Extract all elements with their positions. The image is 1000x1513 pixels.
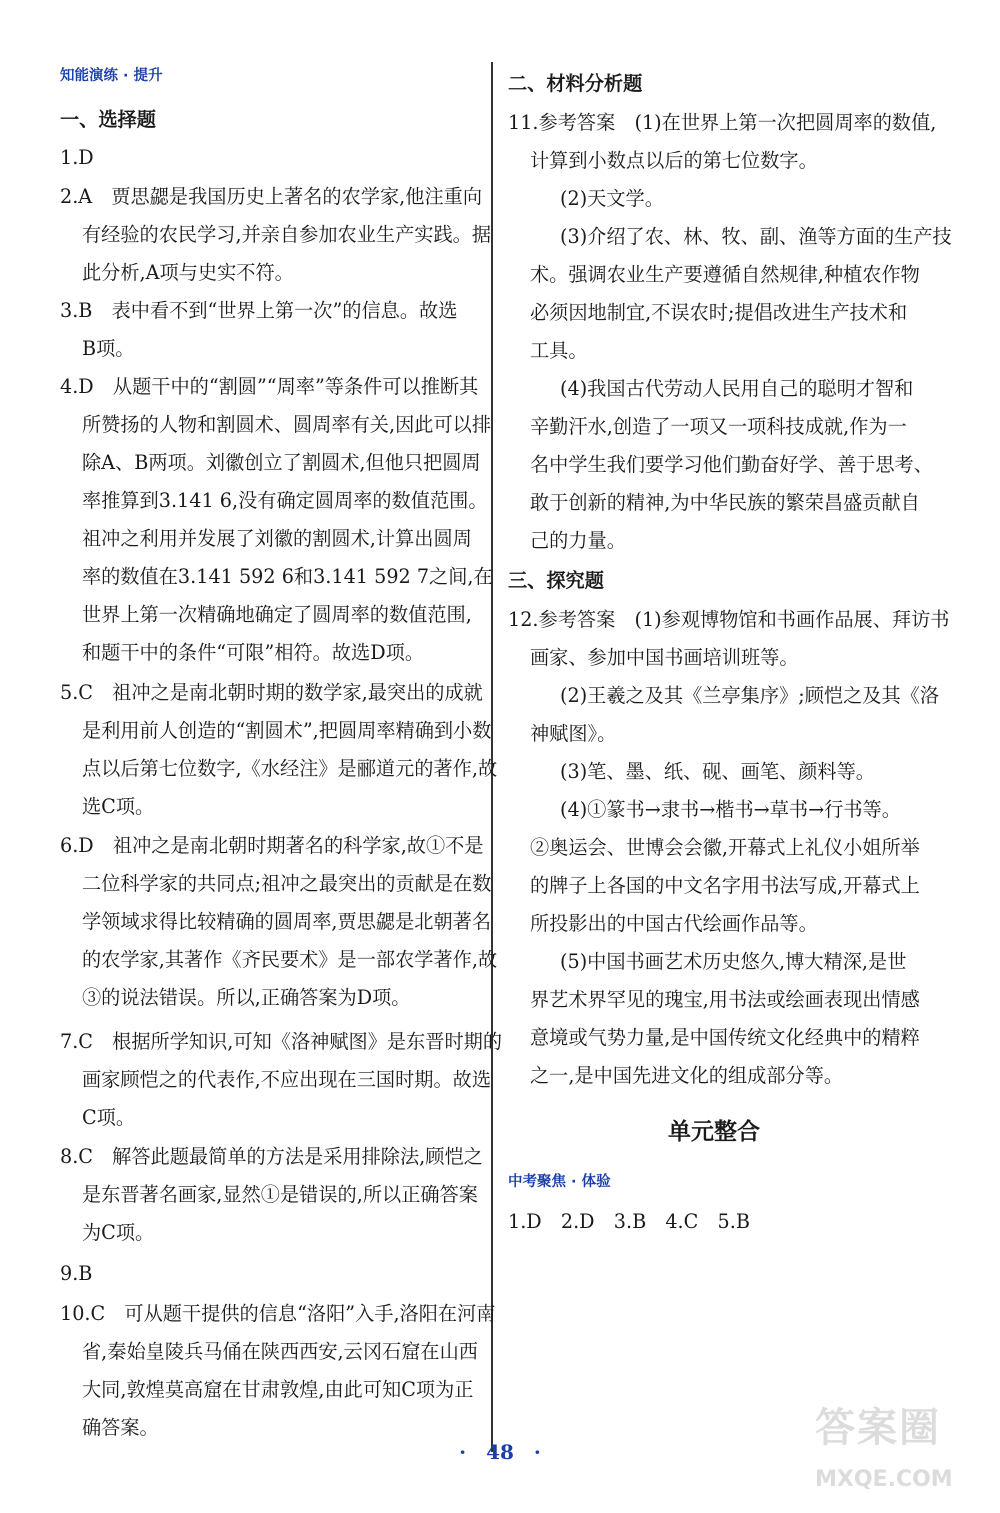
answer-11-line-1: 11.参考答案 (1)在世界上第一次把圆周率的数值, (508, 111, 937, 134)
heading-material-analysis: 二、材料分析题 (508, 72, 643, 95)
answer-7-line-1: 7.C 根据所学知识,可知《洛神赋图》是东晋时期的 (60, 1030, 503, 1053)
answer-11-line-5: 术。强调农业生产要遵循自然规律,种植农作物 (530, 263, 920, 286)
answer-4-line-4: 率推算到3.141 6,没有确定圆周率的数值范围。 (82, 489, 488, 512)
answer-5-line-2: 是利用前人创造的“割圆术”,把圆周率精确到小数 (82, 719, 492, 742)
answer-8-line-2: 是东晋著名画家,显然①是错误的,所以正确答案 (82, 1183, 478, 1206)
answer-6-line-3: 学领域求得比较精确的圆周率,贾思勰是北朝著名 (82, 910, 492, 933)
answer-11-line-3: (2)天文学。 (560, 187, 664, 210)
watermark-text: 答案圈 (815, 1405, 941, 1451)
section-title-practice: 知能演练 · 提升 (60, 68, 163, 84)
answer-12-line-6: (4)①篆书→隶书→楷书→草书→行书等。 (560, 798, 901, 821)
answer-4-line-6: 率的数值在3.141 592 6和3.141 592 7之间,在 (82, 565, 493, 588)
answer-11-line-7: 工具。 (530, 339, 588, 362)
page-number: · 48 · (459, 1440, 541, 1464)
answer-4-line-5: 祖冲之利用并发展了刘徽的割圆术,计算出圆周 (82, 527, 472, 550)
answer-1: 1.D (60, 146, 94, 169)
answer-12-line-13: 之一,是中国先进文化的组成部分等。 (530, 1064, 844, 1087)
answer-3-line-1: 3.B 表中看不到“世界上第一次”的信息。故选 (60, 299, 458, 322)
answer-7-line-2: 画家顾恺之的代表作,不应出现在三国时期。故选 (82, 1068, 492, 1091)
answer-3-line-2: B项。 (82, 337, 135, 360)
answer-11-line-2: 计算到小数点以后的第七位数字。 (530, 149, 818, 172)
answer-12-line-2: 画家、参加中国书画培训班等。 (530, 646, 799, 669)
answer-2-line-1: 2.A 贾思勰是我国历史上著名的农学家,他注重向 (60, 185, 483, 208)
section-title-exam: 中考聚焦 · 体验 (508, 1174, 611, 1190)
answer-12-line-5: (3)笔、墨、纸、砚、画笔、颜料等。 (560, 760, 875, 783)
answer-12-line-11: 界艺术界罕见的瑰宝,用书法或绘画表现出情感 (530, 988, 920, 1011)
answer-5-line-4: 选C项。 (82, 795, 155, 818)
answer-6-line-2: 二位科学家的共同点;祖冲之最突出的贡献是在数 (82, 872, 492, 895)
answer-11-line-6: 必须因地制宜,不误农时;提倡改进生产技术和 (530, 301, 908, 324)
answer-12-line-12: 意境或气势力量,是中国传统文化经典中的精粹 (530, 1026, 920, 1049)
answer-11-line-12: 己的力量。 (530, 529, 626, 552)
answer-5-line-1: 5.C 祖冲之是南北朝时期的数学家,最突出的成就 (60, 681, 483, 704)
answer-12-line-4: 神赋图》。 (530, 722, 617, 745)
answer-12-line-9: 所投影出的中国古代绘画作品等。 (530, 912, 818, 935)
heading-multiple-choice: 一、选择题 (60, 108, 156, 131)
answer-12-line-1: 12.参考答案 (1)参观博物馆和书画作品展、拜访书 (508, 608, 950, 631)
answer-11-line-4: (3)介绍了农、林、牧、副、渔等方面的生产技 (560, 225, 952, 248)
answer-8-line-1: 8.C 解答此题最简单的方法是采用排除法,顾恺之 (60, 1145, 483, 1168)
answer-2-line-2: 有经验的农民学习,并亲自参加农业生产实践。据 (82, 223, 492, 246)
answer-10-line-1: 10.C 可从题干提供的信息“洛阳”入手,洛阳在河南 (60, 1302, 496, 1325)
answer-10-line-3: 大同,敦煌莫高窟在甘肃敦煌,由此可知C项为正 (82, 1378, 474, 1401)
answer-10-line-2: 省,秦始皇陵兵马俑在陕西西安,云冈石窟在山西 (82, 1340, 478, 1363)
answer-11-line-11: 敢于创新的精神,为中华民族的繁荣昌盛贡献自 (530, 491, 920, 514)
answer-4-line-3: 除A、B两项。刘徽创立了割圆术,但他只把圆周 (82, 451, 481, 474)
heading-inquiry: 三、探究题 (508, 569, 604, 592)
answer-12-line-3: (2)王羲之及其《兰亭集序》;顾恺之及其《洛 (560, 684, 940, 707)
answer-4-line-1: 4.D 从题干中的“割圆”“周率”等条件可以推断其 (60, 375, 479, 398)
answer-11-line-8: (4)我国古代劳动人民用自己的聪明才智和 (560, 377, 914, 400)
answer-12-line-8: 的牌子上各国的中文名字用书法写成,开幕式上 (530, 874, 920, 897)
watermark-logo (815, 1400, 990, 1505)
answer-11-line-9: 辛勤汗水,创造了一项又一项科技成就,作为一 (530, 415, 907, 438)
answer-10-line-4: 确答案。 (82, 1416, 159, 1439)
answer-8-line-3: 为C项。 (82, 1221, 155, 1244)
answer-4-line-7: 世界上第一次精确地确定了圆周率的数值范围, (82, 603, 472, 626)
answer-9: 9.B (60, 1262, 93, 1285)
answer-4-line-2: 所赞扬的人物和割圆术、圆周率有关,因此可以排 (82, 413, 492, 436)
exam-answers: 1.D 2.D 3.B 4.C 5.B (508, 1210, 750, 1233)
answer-12-line-10: (5)中国书画艺术历史悠久,博大精深,是世 (560, 950, 907, 973)
answer-11-line-10: 名中学生我们要学习他们勤奋好学、善于思考、 (530, 453, 933, 476)
answer-6-line-1: 6.D 祖冲之是南北朝时期著名的科学家,故①不是 (60, 834, 484, 857)
answer-5-line-3: 点以后第七位数字,《水经注》是郦道元的著作,故 (82, 757, 498, 780)
watermark-url: MXQE.COM (815, 1467, 953, 1492)
unit-title: 单元整合 (668, 1119, 760, 1145)
answer-7-line-3: C项。 (82, 1106, 136, 1129)
answer-6-line-4: 的农学家,其著作《齐民要术》是一部农学著作,故 (82, 948, 498, 971)
answer-12-line-7: ②奥运会、世博会会徽,开幕式上礼仪小姐所举 (530, 836, 920, 859)
answer-2-line-3: 此分析,A项与史实不符。 (82, 261, 294, 284)
answer-4-line-8: 和题干中的条件“可限”相符。故选D项。 (82, 641, 425, 664)
answer-6-line-5: ③的说法错误。所以,正确答案为D项。 (82, 986, 411, 1009)
